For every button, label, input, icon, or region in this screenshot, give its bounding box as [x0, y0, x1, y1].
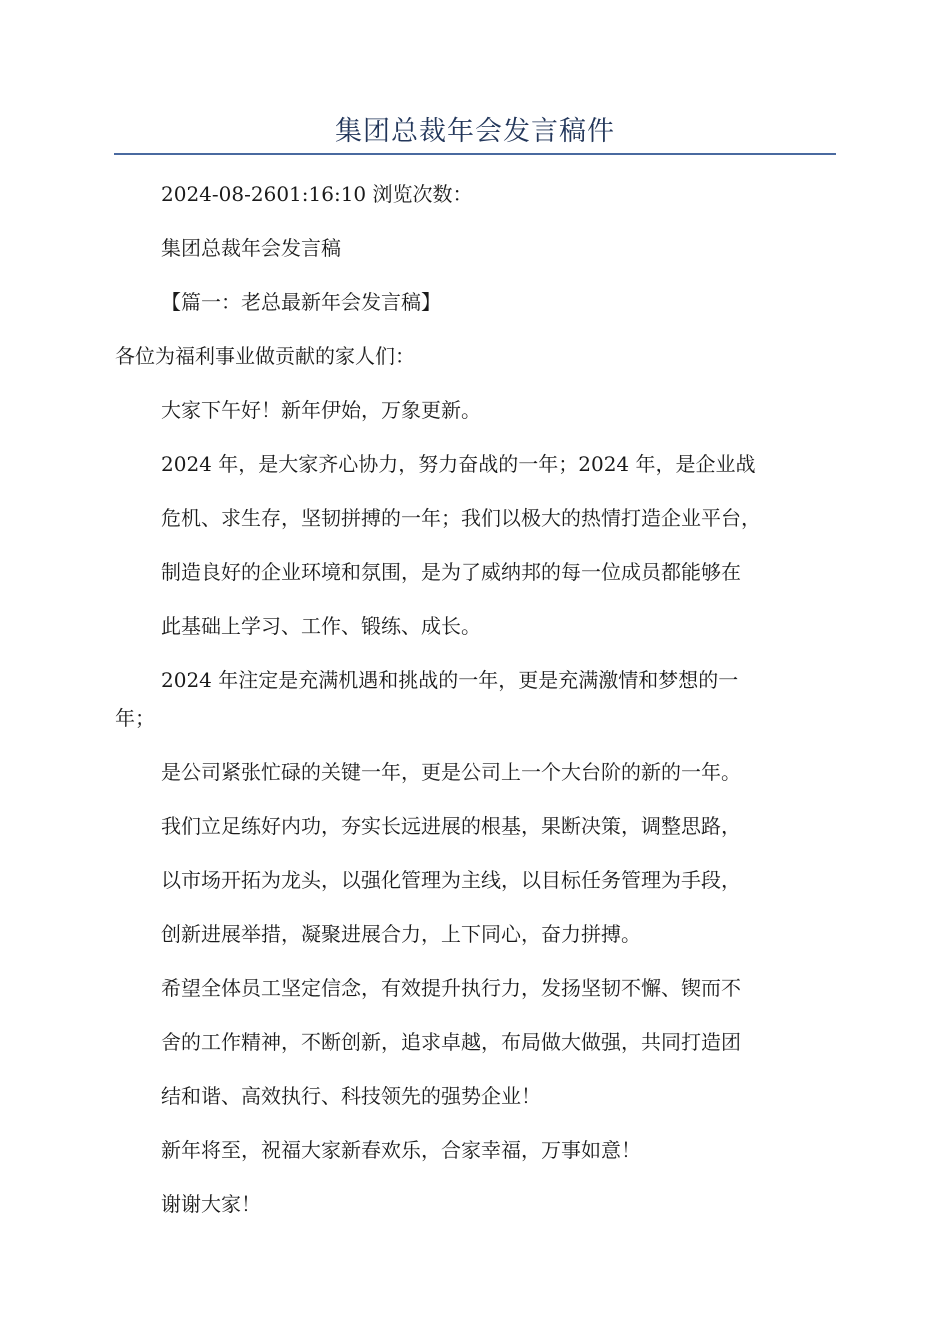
body-line: 年； — [115, 706, 155, 730]
body-line: 谢谢大家！ — [161, 1192, 261, 1216]
body-line: 舍的工作精神，不断创新，追求卓越，布局做大做强，共同打造团 — [161, 1030, 741, 1054]
body-line: 结和谐、高效执行、科技领先的强势企业！ — [161, 1084, 541, 1108]
body-line: 希望全体员工坚定信念，有效提升执行力，发扬坚韧不懈、锲而不 — [161, 976, 741, 1000]
title-underline — [114, 153, 836, 155]
body-line: 此基础上学习、工作、锻练、成长。 — [161, 614, 481, 638]
body-line: 危机、求生存，坚韧拼搏的一年；我们以极大的热情打造企业平台， — [161, 506, 761, 530]
body-line: 创新进展举措，凝聚进展合力，上下同心，奋力拼搏。 — [161, 922, 641, 946]
body-line: 以市场开拓为龙头，以强化管理为主线，以目标任务管理为手段， — [161, 868, 741, 892]
body-line: 大家下午好！新年伊始，万象更新。 — [161, 398, 481, 422]
subtitle: 集团总裁年会发言稿 — [161, 236, 341, 260]
document-title: 集团总裁年会发言稿件 — [335, 116, 615, 147]
body-line: 制造良好的企业环境和氛围，是为了威纳邦的每一位成员都能够在 — [161, 560, 741, 584]
body-line: 2024 年注定是充满机遇和挑战的一年，更是充满激情和梦想的一 — [161, 668, 739, 692]
body-line: 新年将至，祝福大家新春欢乐，合家幸福，万事如意！ — [161, 1138, 641, 1162]
section-heading: 【篇一：老总最新年会发言稿】 — [161, 290, 441, 314]
body-line: 我们立足练好内功，夯实长远进展的根基，果断决策，调整思路， — [161, 814, 741, 838]
body-line: 2024 年，是大家齐心协力，努力奋战的一年；2024 年，是企业战 — [161, 452, 756, 476]
greeting: 各位为福利事业做贡献的家人们： — [115, 344, 415, 368]
meta-line: 2024-08-2601:16:10 浏览次数： — [161, 182, 473, 206]
body-line: 是公司紧张忙碌的关键一年，更是公司上一个大台阶的新的一年。 — [161, 760, 741, 784]
